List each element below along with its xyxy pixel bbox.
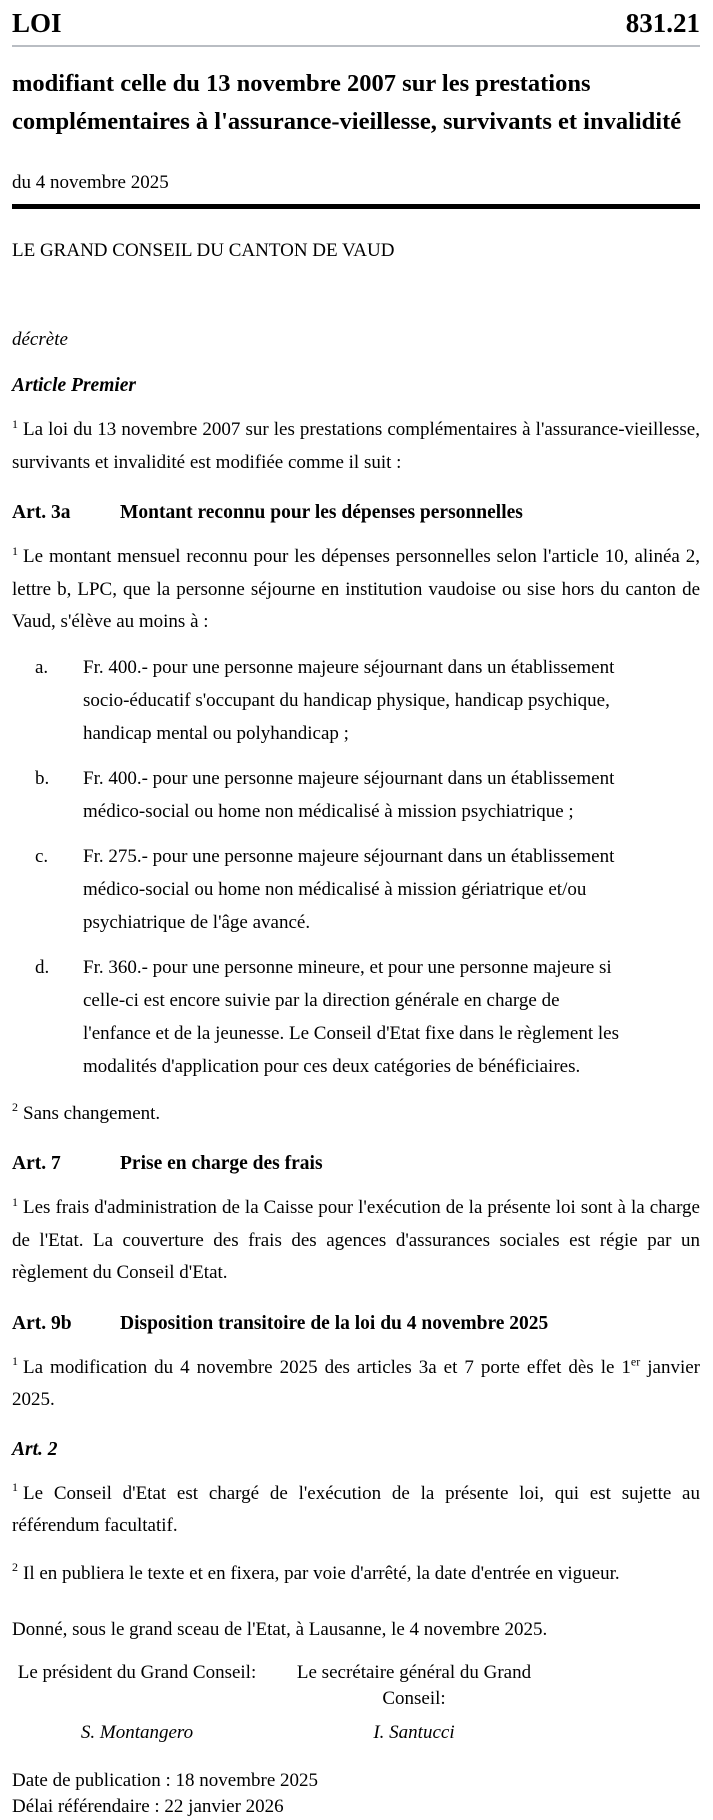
article-2-heading: Art. 2 xyxy=(12,1438,58,1460)
paragraph-art7-1 xyxy=(12,1192,700,1290)
header-rule-thin xyxy=(12,45,700,47)
doc-date-line: du 4 novembre 2025 xyxy=(12,172,169,193)
referendum-deadline-line: Délai référendaire : 22 janvier 2026 xyxy=(12,1796,284,1817)
footnote-marker: 1 xyxy=(12,1194,18,1209)
doc-title: modifiant celle du 13 novembre 2007 sur les prestations complémentaires à l'assurance-vieillesse, survivants et invalidité xyxy=(12,70,682,135)
article-number: Art. 7 xyxy=(12,1153,61,1174)
paragraph-art3a-2 xyxy=(12,1098,700,1131)
article-title: Disposition transitoire de la loi du 4 novembre 2025 xyxy=(120,1312,549,1334)
paragraph-text: Le Conseil d'Etat est chargé de l'exécution de la présente loi, qui est sujette au référendum facultatif. xyxy=(12,1482,700,1536)
paragraph-text: Il en publiera le texte et en fixera, par voie d'arrêté, la date d'entrée en vigueur. xyxy=(23,1562,620,1584)
president-role-label: Le président du Grand Conseil: xyxy=(17,1662,257,1683)
paragraph-text: janvier 2025. xyxy=(12,1356,700,1410)
list-item-marker: d. xyxy=(35,956,50,978)
article-premier-heading: Article Premier xyxy=(12,375,137,396)
president-signature: S. Montangero xyxy=(80,1722,194,1743)
list-item-marker: c. xyxy=(35,845,49,867)
list-item xyxy=(12,762,700,828)
article-7-heading xyxy=(12,1150,700,1177)
list-item-marker: b. xyxy=(35,767,50,789)
paragraph-text: La modification du 4 novembre 2025 des articles 3a et 7 porte effet dès le 1 xyxy=(23,1356,631,1378)
article-number: Art. 3a xyxy=(12,502,71,523)
footnote-marker: 1 xyxy=(12,416,18,431)
footnote-marker: 1 xyxy=(12,1354,18,1369)
president-signature-column xyxy=(12,1660,262,1746)
article-3a-heading xyxy=(12,499,700,526)
article-title: Prise en charge des frais xyxy=(120,1153,323,1174)
doc-type-label: LOI xyxy=(12,8,62,38)
paragraph-art2-2 xyxy=(12,1558,700,1591)
footnote-marker: 2 xyxy=(12,1100,18,1115)
paragraph-text: Les frais d'administration de la Caisse pour l'exécution de la présente loi sont à la charge de l'Etat. La couverture des frais des agences d'assurances sociales est régie par un règlement du Conseil d'Etat. xyxy=(12,1197,700,1283)
list-item xyxy=(12,951,700,1083)
list-item-text: Fr. 360.- pour une personne mineure, et pour une personne majeure si celle-ci est encore suivie par la direction générale en charge de l'enfance et de la jeunesse. Le Conseil d'Etat fixe dans le règlement les modalités d'application pour ces deux catégories de bénéficiaires. xyxy=(83,956,619,1077)
article-title: Montant reconnu pour les dépenses personnelles xyxy=(120,502,523,523)
list-item xyxy=(12,651,700,750)
paragraph-intro xyxy=(12,414,700,479)
paragraph-art3a-1 xyxy=(12,541,700,639)
list-item-text: Fr. 400.- pour une personne majeure séjournant dans un établissement socio-éducatif s'occupant du handicap physique, handicap psychique, handicap mental ou polyhandicap ; xyxy=(83,656,615,744)
secretary-signature-column xyxy=(274,1660,554,1746)
authority-line: LE GRAND CONSEIL DU CANTON DE VAUD xyxy=(12,240,395,261)
publication-date-line: Date de publication : 18 novembre 2025 xyxy=(12,1770,319,1791)
list-item-marker: a. xyxy=(35,656,49,678)
paragraph-art2-1 xyxy=(12,1478,700,1543)
secretary-role-label: Le secrétaire général du Grand Conseil: xyxy=(296,1662,532,1709)
decree-word: décrète xyxy=(12,329,68,350)
ordinal-superscript: er xyxy=(630,1354,641,1369)
doc-number: 831.21 xyxy=(625,8,700,38)
personal-expenses-list xyxy=(12,651,700,1083)
given-line: Donné, sous le grand sceau de l'Etat, à Lausanne, le 4 novembre 2025. xyxy=(12,1619,548,1640)
article-number: Art. 9b xyxy=(12,1312,72,1334)
page-header xyxy=(12,9,700,38)
paragraph-text: Sans changement. xyxy=(23,1102,161,1124)
secretary-signature: I. Santucci xyxy=(373,1722,455,1743)
paragraph-art9b-1 xyxy=(12,1352,700,1417)
list-item-text: Fr. 400.- pour une personne majeure séjournant dans un établissement médico-social ou home non médicalisé à mission psychiatrique ; xyxy=(83,767,615,822)
article-9b-heading xyxy=(12,1310,700,1337)
signature-block xyxy=(12,1660,700,1746)
footnote-marker: 1 xyxy=(12,1480,18,1495)
paragraph-text: Le montant mensuel reconnu pour les dépenses personnelles selon l'article 10, alinéa 2, lettre b, LPC, que la personne séjourne en institution vaudoise ou sise hors du canton de Vaud, s'élève au moins à : xyxy=(12,546,700,632)
footnote-marker: 2 xyxy=(12,1560,18,1575)
header-rule-thick xyxy=(12,204,700,209)
paragraph-text: La loi du 13 novembre 2007 sur les prestations complémentaires à l'assurance-vieillesse, survivants et invalidité est modifiée comme il suit : xyxy=(12,419,700,473)
list-item-text: Fr. 275.- pour une personne majeure séjournant dans un établissement médico-social ou home non médicalisé à mission gériatrique et/ou psychiatrique de l'âge avancé. xyxy=(83,845,615,933)
list-item xyxy=(12,840,700,939)
footnote-marker: 1 xyxy=(12,543,18,558)
